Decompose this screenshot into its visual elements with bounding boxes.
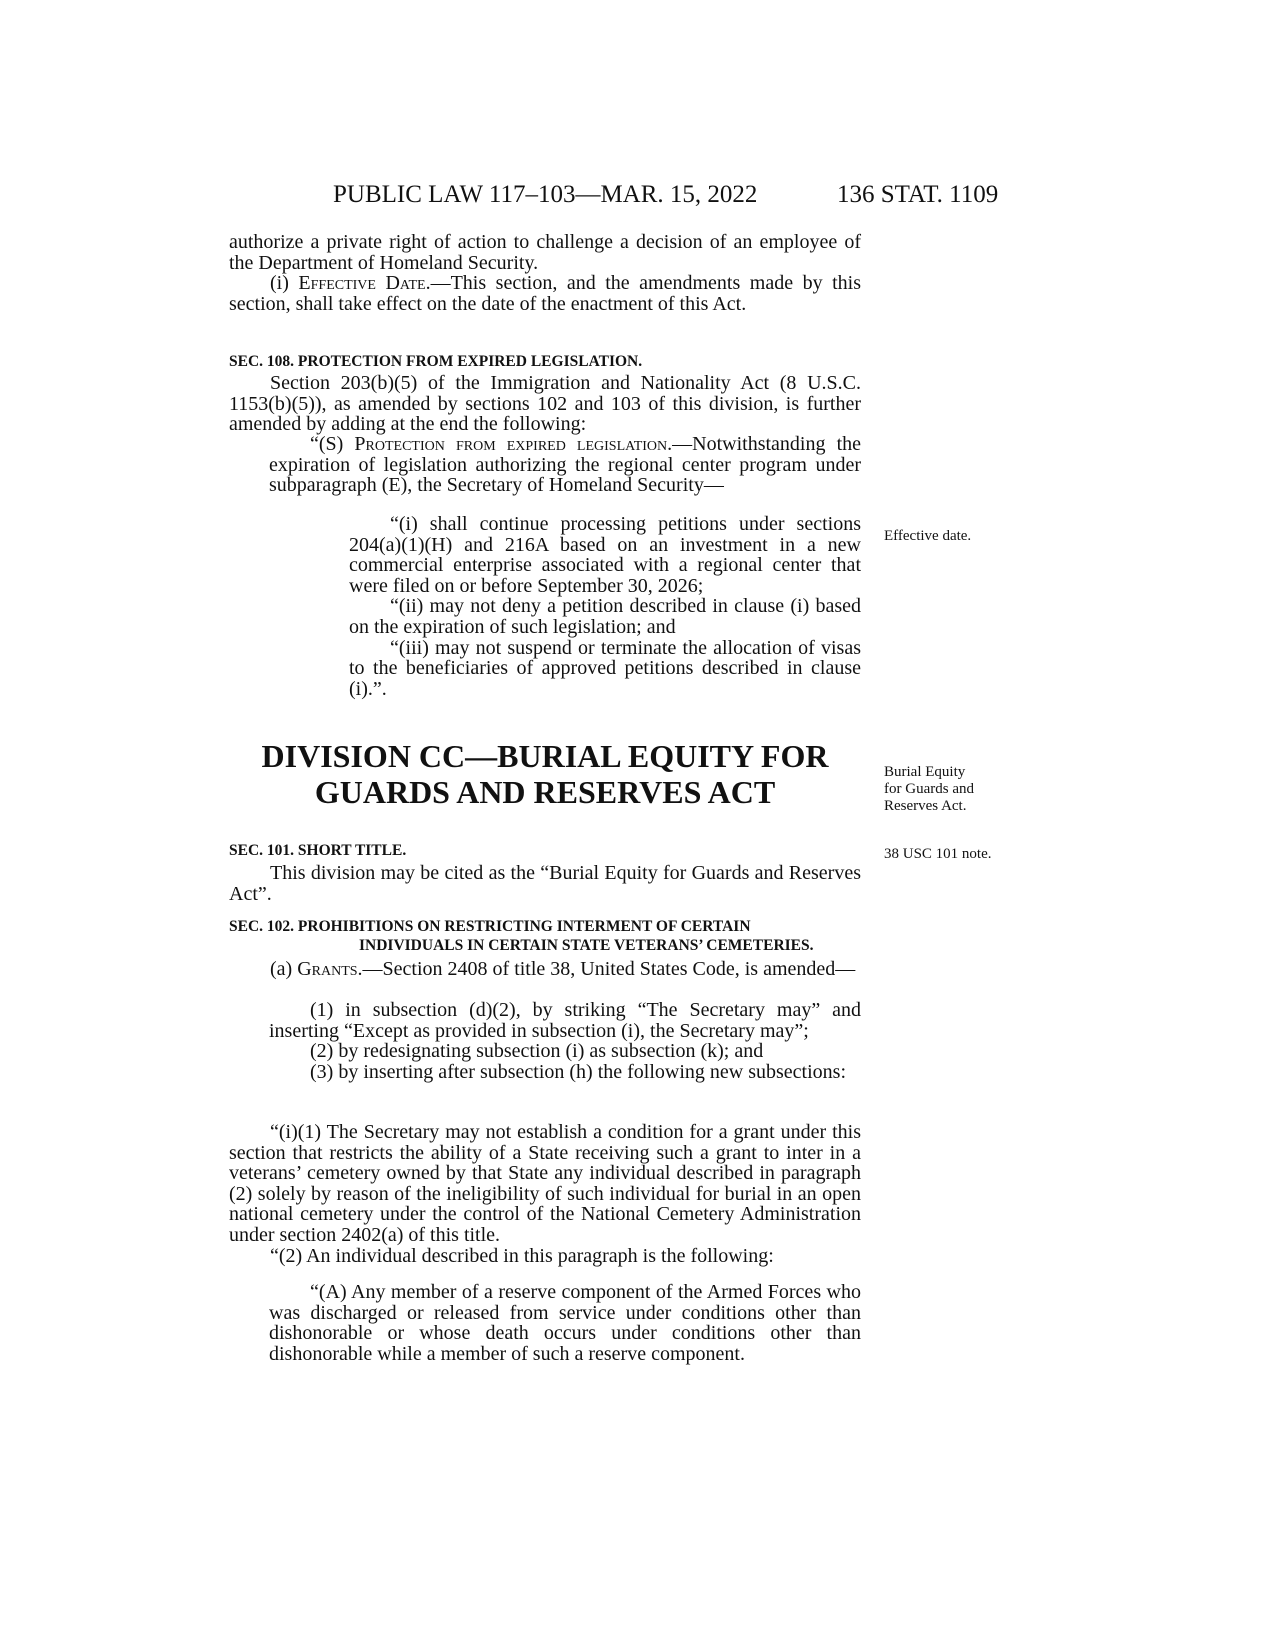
section-102-body	[229, 959, 861, 980]
paragraph-number: “(S)	[310, 433, 355, 455]
section-heading-line-1: SEC. 102. PROHIBITIONS ON RESTRICTING INTERMENT OF CERTAIN	[229, 918, 751, 935]
sidenote-usc: 38 USC 101 note.	[884, 846, 992, 862]
subsection-i-1: “(i)(1) The Secretary may not establish a condition for a grant under this section that restricts the ability of a State receiving such a grant to inter in a veterans’ cemetery owned by that State any individual described in paragraph (2) solely by reason of the ineligibility of such individual for burial in an open national cemetery under the control of the National Cemetery Administration under section 2402(a) of this title.	[229, 1121, 861, 1246]
division-title-line-1: DIVISION CC—BURIAL EQUITY FOR	[261, 738, 829, 774]
new-subsection-block	[229, 1122, 861, 1266]
paragraph-number: (a)	[270, 958, 298, 980]
amendment-item-2: (2) by redesignating subsection (i) as subsection (k); and	[310, 1040, 764, 1063]
amendment-list	[269, 1000, 861, 1082]
clauses-block	[349, 514, 861, 699]
paragraph-text: .—Section 2408 of title 38, United States Code, is amended—	[357, 958, 856, 980]
amendment-intro-paragraph: Section 203(b)(5) of the Immigration and Nationality Act (8 U.S.C. 1153(b)(5)), as amended by sections 102 and 103 of this division, is further amended by adding at the end the following:	[229, 372, 861, 436]
division-title-line-2: GUARDS AND RESERVES ACT	[314, 774, 776, 810]
section-heading: SEC. 108. PROTECTION FROM EXPIRED LEGISLATION.	[229, 353, 643, 370]
sidenote-line: Burial Equity	[884, 764, 966, 780]
stat-page-number: 136 STAT. 1109	[837, 181, 999, 208]
effective-date-paragraph	[229, 273, 861, 314]
section-108-body	[229, 373, 861, 435]
sidenote-effective-date: Effective date.	[884, 528, 972, 544]
paragraph-heading: Protection from expired legislation	[354, 433, 668, 455]
section-108-heading-block	[229, 352, 861, 371]
paragraph-text: .—Notwithstanding the expiration of legislation authorizing the regional center program under subparagraph (E), the Secretary of Homeland Security—	[269, 433, 862, 497]
sidenote-line: for Guards and	[884, 781, 974, 797]
continuation-paragraph: authorize a private right of action to challenge a decision of an employee of the Department of Homeland Security.	[229, 231, 861, 274]
paragraph-heading: Grants	[297, 958, 358, 980]
subparagraph-a-block	[269, 1282, 861, 1364]
subsection-i-2: “(2) An individual described in this paragraph is the following:	[270, 1244, 774, 1267]
section-heading-line-2: INDIVIDUALS IN CERTAIN STATE VETERANS’ CEMETERIES.	[359, 937, 814, 954]
top-text-block	[229, 232, 861, 314]
paragraph-heading: Effective Date	[298, 272, 426, 295]
amendment-item-1: (1) in subsection (d)(2), by striking “The Secretary may” and inserting “Except as provided in subsection (i), the Secretary may”;	[269, 999, 861, 1042]
subparagraph-a: “(A) Any member of a reserve component of the Armed Forces who was discharged or released from service under conditions other than dishonorable or whose death occurs under conditions other than dishonorable while a member of such a reserve component.	[269, 1281, 861, 1365]
sidenote-burial-equity	[884, 764, 974, 815]
paragraph-text: .—This section, and the amendments made by this section, shall take effect on the date of the enactment of this Act.	[229, 272, 861, 315]
amendment-item-3: (3) by inserting after subsection (h) the following new subsections:	[310, 1060, 846, 1083]
section-102-heading-block	[229, 917, 861, 955]
paragraph-number: (i)	[270, 272, 299, 295]
section-heading: SEC. 101. SHORT TITLE.	[229, 842, 407, 859]
running-head: PUBLIC LAW 117–103—MAR. 15, 2022	[333, 181, 758, 208]
clause-ii: “(ii) may not deny a petition described in clause (i) based on the expiration of such legislation; and	[349, 595, 861, 638]
section-101-heading-block	[229, 841, 861, 860]
clause-iii: “(iii) may not suspend or terminate the allocation of visas to the beneficiaries of approved petitions described in clause (i).”.	[349, 636, 861, 700]
clause-i: “(i) shall continue processing petitions under sections 204(a)(1)(H) and 216A based on an investment in a new commercial enterprise associated with a regional center that were filed on or before September 30, 2026;	[349, 513, 861, 597]
sidenote-line: Reserves Act.	[884, 798, 967, 814]
section-101-body	[229, 863, 861, 904]
subparagraph-s	[269, 434, 861, 496]
grants-paragraph	[229, 959, 861, 980]
subparagraph-s-text	[269, 434, 861, 496]
short-title-paragraph: This division may be cited as the “Burial Equity for Guards and Reserves Act”.	[229, 862, 861, 905]
